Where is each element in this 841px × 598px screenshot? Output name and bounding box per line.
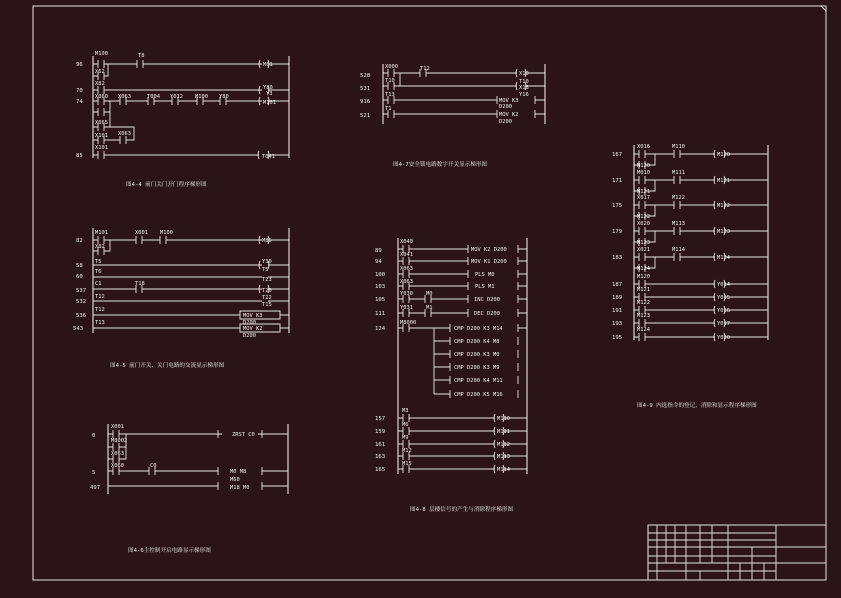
- coil-label: T20: [262, 288, 272, 294]
- coil-label: Y020: [717, 335, 730, 341]
- contact-label: T13: [385, 92, 395, 98]
- coil-label: MOV K2: [243, 326, 263, 332]
- coil-label: M123: [717, 229, 730, 235]
- extra-label: Y16: [519, 92, 529, 98]
- contact-label: M123: [637, 240, 650, 246]
- step-number: 124: [375, 326, 386, 332]
- step-number: 163: [375, 454, 386, 460]
- step-number: 916: [360, 99, 371, 105]
- extra-label: Y3: [266, 91, 273, 97]
- coil-label: Y80: [263, 85, 273, 91]
- contact-label: X060: [111, 463, 124, 469]
- step-number: 531: [360, 86, 371, 92]
- coil-label: X18: [519, 85, 529, 91]
- contact-label: X060: [95, 94, 108, 100]
- contact-label: Y80: [219, 94, 229, 100]
- step-number: 187: [612, 282, 623, 288]
- contact-label: M122: [637, 214, 650, 220]
- coil-label: MOV K3: [499, 98, 519, 104]
- diagram-caption: 图4-7安全锁电路数字开关显示梯形图: [393, 162, 488, 168]
- coil-label: M101: [263, 100, 276, 106]
- coil-label: ZRST C0: [232, 432, 255, 438]
- contact-label: X021: [637, 247, 650, 253]
- contact-label: M010: [637, 170, 650, 176]
- extra-label: D200: [499, 119, 512, 125]
- step-number: 0: [92, 433, 96, 439]
- step-number: 175: [612, 203, 623, 209]
- rung-wire: [634, 227, 768, 246]
- contact-label: M12: [402, 448, 412, 454]
- coil-label: M0 M8: [230, 469, 247, 475]
- contact-label: T6: [95, 269, 102, 275]
- step-number: 100: [375, 272, 386, 278]
- coil-label: T041: [262, 154, 275, 160]
- step-number: 159: [375, 429, 386, 435]
- rung-wire: [634, 333, 768, 341]
- extra-label: M60: [230, 477, 240, 483]
- coil-label: CMP D200 K4 M8: [454, 339, 500, 345]
- coil-label: CMP D200 K4 M11: [454, 378, 503, 384]
- contact-label: M1: [426, 305, 433, 311]
- coil-label: M113: [497, 454, 510, 460]
- step-number: 161: [375, 442, 386, 448]
- step-number: 536: [76, 313, 87, 319]
- step-number: 89: [375, 248, 382, 254]
- contact-label: M122: [637, 300, 650, 306]
- contact-label: X016: [637, 144, 650, 150]
- contact-label: M101: [95, 230, 108, 236]
- coil-label: Y30: [262, 259, 272, 265]
- coil-label: M121: [717, 178, 730, 184]
- coil-label: CMP D200 K5 M16: [454, 392, 503, 398]
- contact-label: M3: [402, 408, 409, 414]
- contact-label: X040: [400, 239, 413, 245]
- diagram-internal-call: [634, 145, 768, 340]
- coil-label: M81: [263, 62, 273, 68]
- step-number: 195: [612, 335, 623, 341]
- coil-label: MOV K2: [499, 112, 519, 118]
- contact-label: M100: [160, 230, 173, 236]
- coil-label: MOV K2 D200: [471, 247, 507, 253]
- step-number: 171: [612, 178, 623, 184]
- contact-label: M121: [637, 287, 650, 293]
- step-number: 74: [76, 99, 83, 105]
- step-number: 60: [76, 274, 83, 280]
- coil-label: DEC D200: [474, 311, 500, 317]
- step-number: 537: [76, 288, 87, 294]
- contact-label: T1: [385, 106, 392, 112]
- diagram-main-control: [90, 424, 288, 554]
- contact-label: M113: [672, 221, 685, 227]
- coil-label: PLS M1: [475, 284, 495, 290]
- step-number: 193: [612, 321, 623, 327]
- contact-label: M8000: [400, 320, 417, 326]
- rung-wire: [634, 306, 768, 314]
- coil-label: T23: [262, 277, 272, 283]
- rung-wire: [634, 319, 768, 327]
- extra-label: D200: [499, 104, 512, 110]
- step-number: 94: [375, 259, 382, 265]
- diagram-internal-call-rungs: [612, 144, 768, 341]
- step-number: 497: [90, 485, 101, 491]
- diagram-caption: 图4-8 层楼信号的产生与消除程序梯形图: [410, 507, 513, 513]
- step-number: 85: [76, 153, 83, 159]
- diagram-caption: 图4-6主控制开启电路显示梯形图: [128, 548, 211, 554]
- extra-label: T15: [262, 302, 272, 308]
- contact-label: X063: [111, 451, 124, 457]
- contact-label: T18: [135, 281, 145, 287]
- coil-label: M124: [717, 255, 730, 261]
- contact-label: Y030: [400, 291, 413, 297]
- diagram-caption: 图4-9 内选指令的登记、消除和显示程序梯形图: [637, 403, 757, 409]
- coil-label: CMP D200 K3 M14: [454, 326, 503, 332]
- coil-label: M122: [717, 203, 730, 209]
- coil-label: M110: [497, 416, 510, 422]
- coil-label: Y016: [717, 308, 730, 314]
- rung-wire: [634, 201, 768, 220]
- step-number: 183: [612, 255, 623, 261]
- contact-label: M124: [637, 327, 650, 333]
- contact-label: X001: [111, 424, 124, 430]
- contact-label: T12: [95, 294, 105, 300]
- contact-label: T004: [147, 94, 160, 100]
- contact-label: Y012: [170, 94, 183, 100]
- step-number: 105: [375, 297, 386, 303]
- step-number: 521: [360, 113, 371, 119]
- rung-wire: [634, 253, 768, 272]
- coil-label: CMP D200 K3 M9: [454, 365, 500, 371]
- step-number: 179: [612, 229, 623, 235]
- coil-label: X10: [519, 71, 529, 77]
- rung-wire: [634, 293, 768, 301]
- contact-label: X063: [118, 94, 131, 100]
- step-number: 70: [76, 88, 83, 94]
- contact-label: X017: [637, 195, 650, 201]
- contact-label: X063: [400, 266, 413, 272]
- coil-label: Y015: [717, 295, 730, 301]
- contact-label: T13: [95, 320, 105, 326]
- rung-wire: [634, 176, 768, 195]
- contact-label: X041: [400, 252, 413, 258]
- contact-label: Y031: [400, 305, 413, 311]
- frame-corner-mark: [821, 6, 826, 11]
- contact-label: X063: [118, 131, 131, 137]
- contact-label: X62: [95, 69, 105, 75]
- contact-label: M124: [637, 266, 650, 272]
- coil-label: INC D200: [474, 297, 500, 303]
- contact-label: M100: [195, 94, 208, 100]
- contact-label: M111: [672, 170, 685, 176]
- contact-label: C1: [95, 281, 102, 287]
- contact-label: M6: [402, 422, 409, 428]
- contact-label: X101: [95, 133, 108, 139]
- step-number: 543: [73, 326, 84, 332]
- contact-label: T10: [385, 78, 395, 84]
- step-number: 103: [375, 284, 386, 290]
- coil-label: Y014: [717, 282, 730, 288]
- step-number: 157: [375, 416, 386, 422]
- contact-label: M15: [402, 461, 412, 467]
- diagram-floor-signal: [375, 238, 527, 513]
- contact-label: T8: [138, 53, 145, 59]
- extra-label: T10: [519, 79, 529, 85]
- coil-label: M85: [262, 238, 272, 244]
- step-number: 82: [76, 238, 83, 244]
- contact-label: M122: [672, 195, 685, 201]
- diagram-caption: 图4-4 前门关门开门程序梯形图: [126, 182, 207, 188]
- contact-label: X020: [637, 221, 650, 227]
- contact-label: M8002: [111, 438, 128, 444]
- contact-label: C0: [150, 463, 157, 469]
- contact-label: X101: [95, 145, 108, 151]
- coil-label: M111: [497, 429, 510, 435]
- contact-label: M121: [637, 189, 650, 195]
- contact-label: X065: [95, 120, 108, 126]
- step-number: 191: [612, 308, 623, 314]
- contact-label: X001: [135, 230, 148, 236]
- contact-label: M110: [672, 144, 685, 150]
- coil-label: M120: [717, 152, 730, 158]
- contact-label: M100: [95, 51, 108, 57]
- contact-label: T12: [420, 66, 430, 72]
- step-number: 96: [76, 62, 83, 68]
- step-number: 111: [375, 311, 386, 317]
- diagram-caption: 图4-5 前门开关、关门电路的交流显示梯形图: [110, 363, 225, 369]
- rung-wire: [634, 280, 768, 288]
- step-number: 528: [360, 73, 371, 79]
- contact-label: M120: [637, 163, 650, 169]
- coil-label: MOV K3: [243, 313, 263, 319]
- coil-label: PLS M0: [475, 272, 495, 278]
- contact-label: M114: [672, 247, 685, 253]
- contact-label: M0: [426, 291, 433, 297]
- title-block: [648, 525, 826, 580]
- coil-label: CMP D200 K3 M0: [454, 352, 500, 358]
- coil-label: M18 M0: [230, 485, 250, 491]
- step-number: 5: [92, 470, 96, 476]
- contact-label: X82: [95, 244, 105, 250]
- contact-label: X063: [400, 279, 413, 285]
- contact-label: M120: [637, 274, 650, 280]
- contact-label: T5: [95, 259, 102, 265]
- step-number: 167: [612, 152, 623, 158]
- contact-label: M9: [402, 435, 409, 441]
- diagram-safety-lock: [360, 64, 545, 168]
- extra-label: D200: [243, 333, 256, 339]
- extra-label: D200: [243, 320, 256, 326]
- step-number: 189: [612, 295, 623, 301]
- step-number: 165: [375, 467, 386, 473]
- contact-label: X82: [95, 81, 105, 87]
- step-number: 58: [76, 263, 83, 269]
- diagram-door-indicator: [73, 228, 289, 369]
- diagram-front-door: [76, 51, 289, 188]
- step-number: 532: [76, 299, 87, 305]
- rung-wire: [634, 150, 768, 169]
- extra-label: T5: [262, 267, 269, 273]
- coil-label: MOV K1 D200: [471, 259, 507, 265]
- contact-label: M123: [637, 313, 650, 319]
- coil-label: M112: [497, 442, 510, 448]
- coil-label: Y017: [717, 321, 730, 327]
- contact-label: X000: [385, 64, 398, 70]
- coil-label: T22: [262, 295, 272, 301]
- contact-label: T12: [95, 307, 105, 313]
- coil-label: M114: [497, 467, 510, 473]
